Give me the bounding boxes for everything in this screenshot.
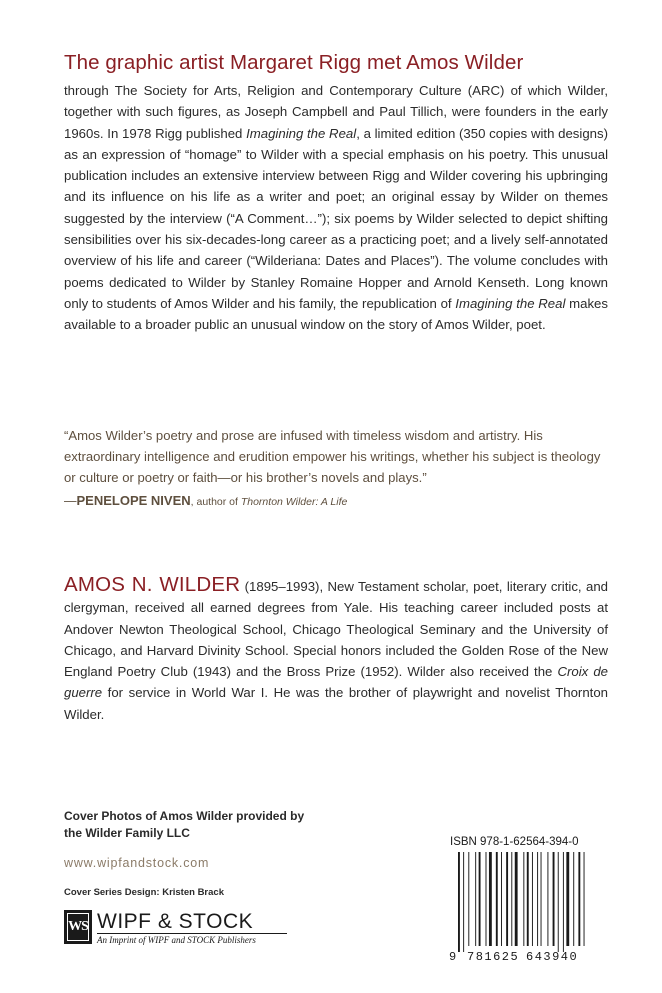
barcode-icon [448,852,598,964]
barcode-bar [475,852,476,946]
isbn-barcode [448,836,598,966]
intro-text-1: through The Society for Arts, Religion and Contemporary Culture (ARC) of which Wilder, together with such figures, as Joseph Campbell and Paul Tillich, were founders in the early 1960s. In 1978 Rigg published [64,83,608,141]
barcode-bar [532,852,533,946]
ws-logo-icon: WS [64,910,92,944]
design-credit: Cover Series Design: Kristen Brack [64,887,224,898]
bio-text-2: for service in World War I. He was the brother of playwright and novelist Thornton Wilder. [64,685,608,722]
author-bio [64,574,608,725]
barcode-bar [479,852,481,946]
quote-author: PENELOPE NIVEN [76,493,191,508]
barcode-bar [515,852,518,946]
bio-author-name: AMOS N. WILDER [64,573,241,596]
barcode-bar [547,852,548,946]
photo-credit: Cover Photos of Amos Wilder provided by the Wilder Family LLC [64,809,305,840]
barcode-bar [566,852,569,946]
barcode-first-digit: 9 [449,950,457,964]
barcode-bar [563,852,564,952]
barcode-bar [511,852,512,946]
book-title: Imagining the Real [455,295,566,311]
barcode-right-digits: 643940 [526,950,579,964]
attribution-dash: — [64,494,77,508]
barcode-bar [489,852,492,946]
barcode-bar [558,852,559,952]
quote-attribution [64,493,609,508]
barcode-bar [496,852,498,946]
barcode-bar [584,852,585,946]
barcode-bar [506,852,508,946]
publisher-name: WIPF & STOCK [97,910,254,933]
barcode-bar [501,852,502,946]
quote-author-role: , author of [190,496,241,508]
publisher-website: www.wipfandstock.com [64,856,210,870]
publisher-tagline: An Imprint of WIPF and STOCK Publishers [97,935,256,945]
intro-heading: The graphic artist Margaret Rigg met Amos Wilder [64,51,524,74]
barcode-bar [537,852,538,946]
barcode-left-digits: 781625 [467,950,520,964]
endorsement-quote: “Amos Wilder’s poetry and prose are infused with timeless wisdom and artistry. His extraordinary intelligence and erudition empower his writings, whether his subject is theology or culture or poetry or faith—or his brother’s novels and plays.” [64,428,601,486]
barcode-bar [578,852,580,946]
barcode-bar [468,852,469,946]
intro-text-3: makes available to a broader public an unusual window on the story of Amos Wilder, poet. [64,295,608,333]
publisher-divider [97,933,287,934]
intro-text-2: , a limited edition (350 copies with designs) as an expression of “homage” to Wilder with a special emphasis on his poetry. This unusual publication includes an extensive interview between Rigg and Wilder covering his upbringing and its influence on his life as a writer and poet; an original essay by Wilder on themes suggested by the interview (“A Comment…”); six poems by Wilder selected to depict shifting sensibilities over his six-decades-long career as a practicing poet; and a lively self-annotated overview of his life and career (“Wilderiana: Dates and Places”). The volume concludes with poems dedicated to Wilder by Stanley Romaine Hopper and Arnold Kenseth. Long known only to students of Amos Wilder and his family, the republication of [64,125,608,311]
barcode-bar [458,852,460,952]
quote-author-book: Thornton Wilder: A Life [240,496,348,508]
barcode-bar [486,852,487,946]
barcode-bar [463,852,464,952]
book-title: Imagining the Real [246,125,357,141]
bio-award: Croix de guerre [64,664,608,701]
bio-text-1: (1895–1993), New Testament scholar, poet, literary critic, and clergyman, received all earned degrees from Yale. His teaching career included posts at Andover Newton Theological School, Chicago Theological Seminary and the University of Chicago, and Harvard Divinity School. Special honors included the Golden Rose of the New England Poetry Club (1943) and the Bross Prize (1952). Wilder also received the [64,579,608,680]
barcode-bar [553,852,555,946]
barcode-bar [523,852,524,946]
barcode-bar [541,852,542,946]
barcode-bar [573,852,574,946]
intro-paragraph [64,80,608,336]
isbn-number: ISBN 978-1-62564-394-0 [450,836,579,848]
publisher-logo [64,910,304,946]
barcode-bar [527,852,529,946]
